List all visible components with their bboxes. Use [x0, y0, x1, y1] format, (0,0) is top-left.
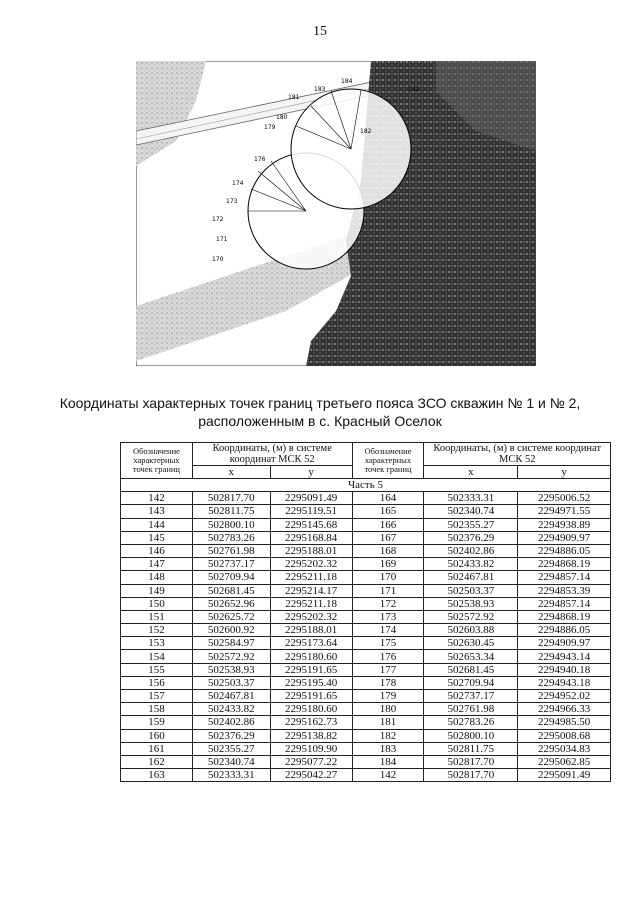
- table-row: [121, 505, 611, 518]
- x-right: 502709.94: [424, 676, 518, 689]
- y-right: 2294886.05: [518, 624, 611, 637]
- y-right: 2295091.49: [518, 769, 611, 782]
- point-right: 181: [352, 716, 424, 729]
- y-left: 2295180.60: [270, 650, 352, 663]
- x-left: 502709.94: [192, 571, 270, 584]
- point-left: 150: [121, 597, 193, 610]
- table-row: [121, 716, 611, 729]
- header-designation-right: Обозначение характерных точек границ: [352, 443, 424, 479]
- point-left: 152: [121, 624, 193, 637]
- x-right: 502737.17: [424, 690, 518, 703]
- y-right: 2294909.97: [518, 531, 611, 544]
- x-right: 502817.70: [424, 755, 518, 768]
- table-row: [121, 703, 611, 716]
- x-left: 502817.70: [192, 492, 270, 505]
- header-coords-right: Координаты, (м) в системе координат МСК 52: [424, 443, 611, 466]
- x-left: 502538.93: [192, 663, 270, 676]
- x-right: 502630.45: [424, 637, 518, 650]
- point-left: 142: [121, 492, 193, 505]
- y-right: 2295062.85: [518, 755, 611, 768]
- point-left: 162: [121, 755, 193, 768]
- y-left: 2295091.49: [270, 492, 352, 505]
- table-row: [121, 742, 611, 755]
- x-right: 502817.70: [424, 769, 518, 782]
- point-right: 167: [352, 531, 424, 544]
- point-left: 160: [121, 729, 193, 742]
- y-left: 2295195.40: [270, 676, 352, 689]
- point-left: 163: [121, 769, 193, 782]
- x-right: 502783.26: [424, 716, 518, 729]
- x-left: 502402.86: [192, 716, 270, 729]
- y-left: 2295211.18: [270, 571, 352, 584]
- point-right: 184: [352, 755, 424, 768]
- map-label: 180: [276, 114, 288, 121]
- y-left: 2295180.60: [270, 703, 352, 716]
- x-left: 502355.27: [192, 742, 270, 755]
- x-right: 502811.75: [424, 742, 518, 755]
- y-left: 2295119.51: [270, 505, 352, 518]
- header-x-right: x: [424, 466, 518, 479]
- y-right: 2295008.68: [518, 729, 611, 742]
- point-left: 149: [121, 584, 193, 597]
- x-right: 502538.93: [424, 597, 518, 610]
- y-right: 2294966.33: [518, 703, 611, 716]
- x-left: 502584.97: [192, 637, 270, 650]
- point-right: 164: [352, 492, 424, 505]
- point-left: 143: [121, 505, 193, 518]
- x-right: 502433.82: [424, 558, 518, 571]
- point-left: 144: [121, 518, 193, 531]
- map-label: 173: [226, 198, 238, 205]
- point-right: 178: [352, 676, 424, 689]
- point-left: 155: [121, 663, 193, 676]
- point-left: 147: [121, 558, 193, 571]
- point-right: 166: [352, 518, 424, 531]
- caption-line-2: расположенным в с. Красный Оселок: [198, 413, 442, 429]
- y-left: 2295168.84: [270, 531, 352, 544]
- y-left: 2295077.22: [270, 755, 352, 768]
- x-left: 502333.31: [192, 769, 270, 782]
- map-label: 181: [288, 94, 300, 101]
- point-left: 159: [121, 716, 193, 729]
- caption-line-1: Координаты характерных точек границ третьего пояса ЗСО скважин № 1 и № 2,: [59, 395, 581, 411]
- table-row: [121, 597, 611, 610]
- point-right: 175: [352, 637, 424, 650]
- coordinates-table: [120, 442, 611, 782]
- table-row: [121, 650, 611, 663]
- header-coords-left: Координаты, (м) в системе координат МСК 52: [192, 443, 352, 466]
- point-right: 170: [352, 571, 424, 584]
- x-right: 502681.45: [424, 663, 518, 676]
- x-right: 502355.27: [424, 518, 518, 531]
- x-left: 502467.81: [192, 690, 270, 703]
- point-right: 142: [352, 769, 424, 782]
- x-left: 502600.92: [192, 624, 270, 637]
- x-right: 502376.29: [424, 531, 518, 544]
- x-right: 502333.31: [424, 492, 518, 505]
- y-left: 2295188.01: [270, 624, 352, 637]
- x-left: 502761.98: [192, 544, 270, 557]
- table-row: [121, 663, 611, 676]
- y-right: 2294940.18: [518, 663, 611, 676]
- table-row: [121, 584, 611, 597]
- x-left: 502572.92: [192, 650, 270, 663]
- x-left: 502783.26: [192, 531, 270, 544]
- point-left: 157: [121, 690, 193, 703]
- aerial-map: [136, 61, 536, 366]
- y-right: 2294943.18: [518, 676, 611, 689]
- y-left: 2295162.73: [270, 716, 352, 729]
- map-label: 142: [408, 86, 420, 93]
- table-row: [121, 531, 611, 544]
- point-left: 154: [121, 650, 193, 663]
- table-row: [121, 769, 611, 782]
- header-y-left: y: [270, 466, 352, 479]
- x-left: 502433.82: [192, 703, 270, 716]
- y-left: 2295211.18: [270, 597, 352, 610]
- y-right: 2294971.55: [518, 505, 611, 518]
- y-right: 2295006.52: [518, 492, 611, 505]
- y-left: 2295191.65: [270, 690, 352, 703]
- y-right: 2295034.83: [518, 742, 611, 755]
- map-label: 182: [360, 128, 372, 135]
- x-right: 502653.34: [424, 650, 518, 663]
- map-label: 170: [212, 256, 224, 263]
- y-left: 2295188.01: [270, 544, 352, 557]
- x-left: 502376.29: [192, 729, 270, 742]
- table-row: [121, 571, 611, 584]
- point-right: 180: [352, 703, 424, 716]
- x-right: 502467.81: [424, 571, 518, 584]
- x-right: 502503.37: [424, 584, 518, 597]
- y-left: 2295042.27: [270, 769, 352, 782]
- y-right: 2294909.97: [518, 637, 611, 650]
- x-right: 502340.74: [424, 505, 518, 518]
- x-left: 502625.72: [192, 610, 270, 623]
- y-left: 2295202.32: [270, 558, 352, 571]
- table-row: [121, 624, 611, 637]
- y-right: 2294853.39: [518, 584, 611, 597]
- table-row: [121, 544, 611, 557]
- y-left: 2295138.82: [270, 729, 352, 742]
- map-label: 172: [212, 216, 224, 223]
- point-left: 151: [121, 610, 193, 623]
- point-right: 183: [352, 742, 424, 755]
- y-left: 2295109.90: [270, 742, 352, 755]
- y-right: 2294938.89: [518, 518, 611, 531]
- y-left: 2295214.17: [270, 584, 352, 597]
- point-right: 176: [352, 650, 424, 663]
- y-right: 2294868.19: [518, 610, 611, 623]
- section-label: Часть 5: [121, 479, 611, 492]
- map-label: 171: [216, 236, 228, 243]
- x-right: 502800.10: [424, 729, 518, 742]
- x-left: 502811.75: [192, 505, 270, 518]
- x-left: 502681.45: [192, 584, 270, 597]
- table-row: [121, 637, 611, 650]
- y-right: 2294886.05: [518, 544, 611, 557]
- point-right: 171: [352, 584, 424, 597]
- point-left: 156: [121, 676, 193, 689]
- x-right: 502761.98: [424, 703, 518, 716]
- point-right: 169: [352, 558, 424, 571]
- table-row: [121, 729, 611, 742]
- map-label: 183: [314, 86, 326, 93]
- point-left: 158: [121, 703, 193, 716]
- y-left: 2295202.32: [270, 610, 352, 623]
- table-row: [121, 558, 611, 571]
- point-right: 179: [352, 690, 424, 703]
- y-right: 2294868.19: [518, 558, 611, 571]
- y-right: 2294857.14: [518, 597, 611, 610]
- map-label: 174: [232, 180, 244, 187]
- y-right: 2294943.14: [518, 650, 611, 663]
- y-left: 2295191.65: [270, 663, 352, 676]
- point-left: 153: [121, 637, 193, 650]
- table-row: [121, 610, 611, 623]
- y-right: 2294985.50: [518, 716, 611, 729]
- y-left: 2295173.64: [270, 637, 352, 650]
- point-right: 174: [352, 624, 424, 637]
- y-right: 2294857.14: [518, 571, 611, 584]
- point-right: 177: [352, 663, 424, 676]
- map-label: 176: [254, 156, 266, 163]
- point-right: 182: [352, 729, 424, 742]
- x-left: 502503.37: [192, 676, 270, 689]
- y-left: 2295145.68: [270, 518, 352, 531]
- map-label: 184: [341, 78, 353, 85]
- header-y-right: y: [518, 466, 611, 479]
- x-left: 502652.96: [192, 597, 270, 610]
- x-left: 502800.10: [192, 518, 270, 531]
- x-right: 502603.88: [424, 624, 518, 637]
- point-right: 172: [352, 597, 424, 610]
- table-row: [121, 690, 611, 703]
- point-right: 173: [352, 610, 424, 623]
- point-right: 168: [352, 544, 424, 557]
- page-number: 15: [313, 24, 327, 39]
- point-left: 146: [121, 544, 193, 557]
- x-left: 502340.74: [192, 755, 270, 768]
- table-row: [121, 518, 611, 531]
- x-left: 502737.17: [192, 558, 270, 571]
- table-row: [121, 676, 611, 689]
- point-left: 161: [121, 742, 193, 755]
- x-right: 502402.86: [424, 544, 518, 557]
- x-right: 502572.92: [424, 610, 518, 623]
- point-left: 148: [121, 571, 193, 584]
- map-label: 179: [264, 124, 276, 131]
- header-x-left: x: [192, 466, 270, 479]
- y-right: 2294952.02: [518, 690, 611, 703]
- table-row: [121, 492, 611, 505]
- point-right: 165: [352, 505, 424, 518]
- table-caption: [0, 394, 640, 430]
- table-row: [121, 755, 611, 768]
- point-left: 145: [121, 531, 193, 544]
- header-designation-left: Обозначение характерных точек границ: [121, 443, 193, 479]
